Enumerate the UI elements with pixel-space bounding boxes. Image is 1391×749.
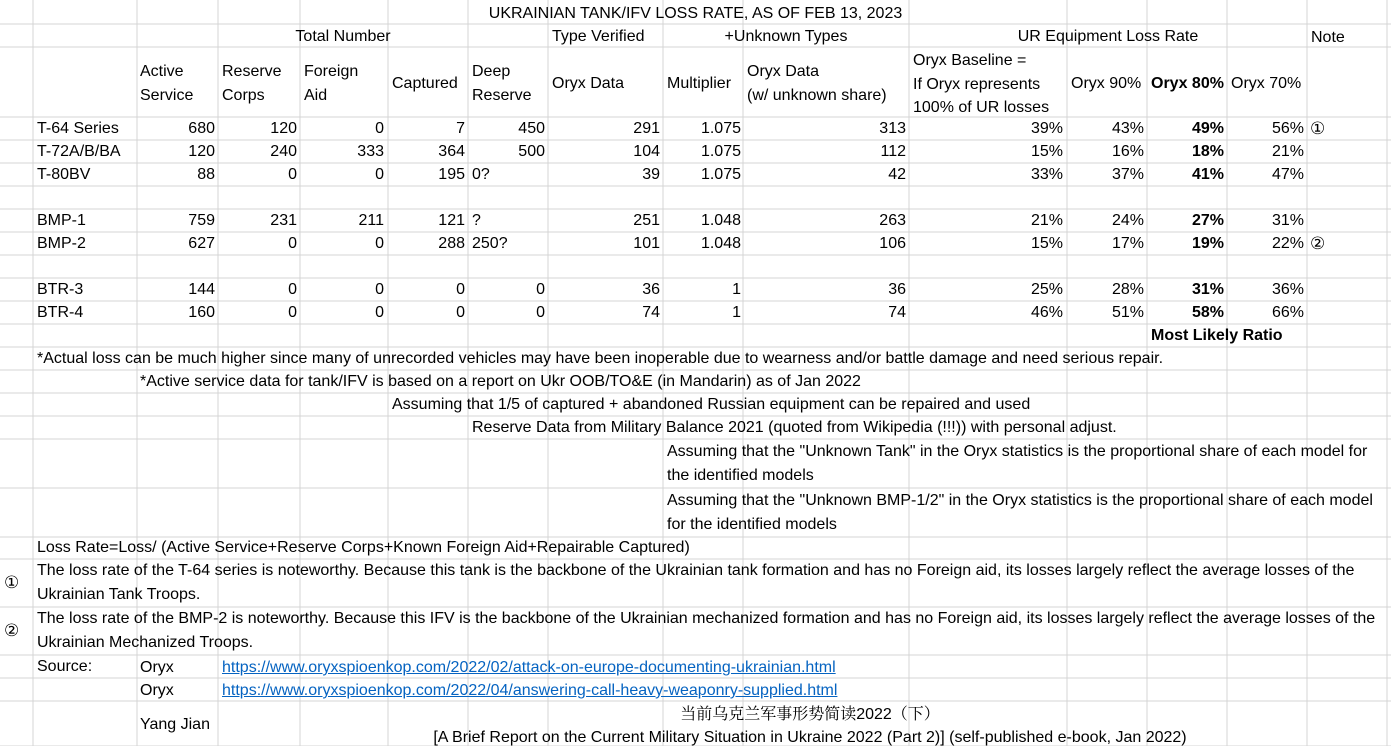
row-btr3-active: 144 <box>188 281 215 298</box>
row-t64-name: T-64 Series <box>37 120 119 137</box>
row-bmp1-oryx: 251 <box>633 212 660 229</box>
row-bmp1-oryx-unknown: 263 <box>879 212 906 229</box>
sheet-title: UKRAINIAN TANK/IFV LOSS RATE, AS OF FEB 13, 2023 <box>488 5 903 22</box>
row-btr3-captured: 0 <box>456 281 465 298</box>
row-btr4-foreign: 0 <box>375 304 384 321</box>
row-t80-mult: 1.075 <box>700 166 741 183</box>
row-t72-name: T-72A/B/BA <box>37 143 121 160</box>
row-t80-oryx80: 41% <box>1191 166 1224 183</box>
row-t72-deep: 500 <box>518 143 545 160</box>
row-btr4-mult: 1 <box>732 304 741 321</box>
row-t72-mult: 1.075 <box>700 143 741 160</box>
row-bmp2-note-marker: ② <box>1310 234 1326 253</box>
row-t72-oryx: 104 <box>633 143 660 160</box>
note-captured: Assuming that 1/5 of captured + abandoned Russian equipment can be repaired and used <box>392 396 1031 413</box>
row-btr3-name: BTR-3 <box>37 281 84 298</box>
row-btr4-captured: 0 <box>456 304 465 321</box>
row-t80-oryx90: 37% <box>1111 166 1144 183</box>
col-header-reserve-1: Reserve <box>222 63 282 80</box>
col-header-baseline-3: 100% of UR losses <box>913 99 1050 116</box>
note-actual-loss: *Actual loss can be much higher since many of unrecorded vehicles may have been inoperable due to wearness and/or battle damage and need serious repair. <box>37 350 1164 367</box>
note-active-service: *Active service data for tank/IFV is based on a report on Ukr OOB/TO&E (in Mandarin) as of Jan 2022 <box>140 373 861 390</box>
row-bmp2-baseline: 15% <box>1030 235 1063 252</box>
row-bmp1-mult: 1.048 <box>700 212 741 229</box>
row-bmp2-oryx-unknown: 106 <box>879 235 906 252</box>
source-book-chinese: 当前乌克兰军事形势简读2022（下） <box>680 706 940 723</box>
note2-marker: ② <box>4 621 20 640</box>
col-header-baseline-1: Oryx Baseline = <box>913 52 1027 69</box>
source-link-2[interactable]: https://www.oryxspioenkop.com/2022/04/answering-call-heavy-weaponry-supplied.html <box>222 682 838 699</box>
most-likely-ratio-label: Most Likely Ratio <box>1151 327 1283 344</box>
col-header-oryx-unknown-2: (w/ unknown share) <box>747 87 887 104</box>
row-t80-oryx: 39 <box>642 166 660 183</box>
row-t64-active: 680 <box>188 120 215 137</box>
row-t64-oryx80: 49% <box>1191 120 1224 137</box>
row-t64-oryx70: 56% <box>1271 120 1304 137</box>
row-t72-baseline: 15% <box>1030 143 1063 160</box>
col-header-oryx: Oryx Data <box>552 75 625 92</box>
row-btr3-oryx: 36 <box>642 281 660 298</box>
row-bmp2-active: 627 <box>188 235 215 252</box>
group-header-note: Note <box>1311 29 1345 46</box>
row-t80-oryx-unknown: 42 <box>888 166 906 183</box>
row-t72-oryx90: 16% <box>1111 143 1144 160</box>
note-reserve: Reserve Data from Military Balance 2021 (quoted from Wikipedia (!!!)) with personal adjust. <box>472 419 1117 436</box>
col-header-deep-1: Deep <box>472 63 511 80</box>
row-btr3-foreign: 0 <box>375 281 384 298</box>
row-bmp2-oryx90: 17% <box>1111 235 1144 252</box>
row-t64-captured: 7 <box>456 120 465 137</box>
row-btr3-oryx-unknown: 36 <box>888 281 906 298</box>
col-header-oryx90: Oryx 90% <box>1071 75 1142 92</box>
row-btr3-oryx80: 31% <box>1191 281 1224 298</box>
col-header-captured: Captured <box>392 75 458 92</box>
row-bmp1-oryx80: 27% <box>1191 212 1224 229</box>
row-btr4-reserve: 0 <box>288 304 297 321</box>
row-bmp2-oryx70: 22% <box>1271 235 1304 252</box>
row-btr4-oryx-unknown: 74 <box>888 304 906 321</box>
source-label: Source: <box>37 658 93 675</box>
row-t72-oryx70: 21% <box>1271 143 1304 160</box>
row-btr3-deep: 0 <box>536 281 545 298</box>
row-t72-oryx80: 18% <box>1191 143 1224 160</box>
row-bmp1-active: 759 <box>188 212 215 229</box>
row-t72-oryx-unknown: 112 <box>880 143 906 160</box>
row-btr4-oryx90: 51% <box>1111 304 1144 321</box>
col-header-reserve-2: Corps <box>222 87 265 104</box>
row-btr4-oryx80: 58% <box>1191 304 1224 321</box>
group-header-unknown-types: +Unknown Types <box>724 28 848 45</box>
row-btr3-mult: 1 <box>732 281 741 298</box>
source-book-english: [A Brief Report on the Current Military Situation in Ukraine 2022 (Part 2)] (self-published e-book, Jan 2022) <box>433 729 1187 746</box>
col-header-oryx70: Oryx 70% <box>1231 75 1302 92</box>
row-t64-oryx-unknown: 313 <box>879 120 906 137</box>
row-bmp2-mult: 1.048 <box>700 235 741 252</box>
row-t80-name: T-80BV <box>37 166 91 183</box>
row-t80-captured: 195 <box>438 166 465 183</box>
row-bmp2-captured: 288 <box>438 235 465 252</box>
row-bmp1-baseline: 21% <box>1030 212 1063 229</box>
row-bmp1-oryx90: 24% <box>1111 212 1144 229</box>
row-bmp1-deep: ? <box>472 212 481 229</box>
col-header-oryx80: Oryx 80% <box>1151 75 1224 92</box>
row-bmp1-foreign: 211 <box>358 212 384 229</box>
row-t72-active: 120 <box>188 143 215 160</box>
col-header-foreign-1: Foreign <box>304 63 359 80</box>
row-t80-reserve: 0 <box>288 166 297 183</box>
group-header-loss-rate: UR Equipment Loss Rate <box>1017 28 1199 45</box>
row-t64-note-marker: ① <box>1310 119 1326 138</box>
row-bmp2-foreign: 0 <box>375 235 384 252</box>
group-header-type-verified: Type Verified <box>552 28 645 45</box>
row-btr4-deep: 0 <box>536 304 545 321</box>
row-btr4-active: 160 <box>188 304 215 321</box>
source-author: Yang Jian <box>140 716 210 733</box>
row-t80-oryx70: 47% <box>1271 166 1304 183</box>
note1-text: The loss rate of the T-64 series is noteworthy. Because this tank is the backbone of the Ukrainian tank formation and has no Foreign aid, its losses largely reflect the average losses of the Ukrainian Tank Troops. <box>37 562 1355 603</box>
row-t64-oryx: 291 <box>633 120 660 137</box>
note1-marker: ① <box>4 573 20 592</box>
row-t72-reserve: 240 <box>270 143 297 160</box>
row-bmp2-oryx: 101 <box>633 235 660 252</box>
row-t64-mult: 1.075 <box>700 120 741 137</box>
row-t72-foreign: 333 <box>357 143 384 160</box>
row-t80-active: 88 <box>197 166 215 183</box>
row-btr4-oryx70: 66% <box>1271 304 1304 321</box>
row-bmp2-deep: 250? <box>472 235 508 252</box>
note2-text: The loss rate of the BMP-2 is noteworthy. Because this IFV is the backbone of the Ukrainian mechanized formation and has no Foreign aid, its losses largely reflect the average losses of the Ukrainian Mechanized Troops. <box>37 610 1376 651</box>
row-btr3-baseline: 25% <box>1030 281 1063 298</box>
row-t80-deep: 0? <box>472 166 490 183</box>
row-t72-captured: 364 <box>438 143 465 160</box>
row-btr4-oryx: 74 <box>642 304 660 321</box>
source-oryx-1: Oryx <box>140 659 174 676</box>
group-header-total-number: Total Number <box>295 28 391 45</box>
row-t80-foreign: 0 <box>375 166 384 183</box>
note-loss-formula: Loss Rate=Loss/ (Active Service+Reserve Corps+Known Foreign Aid+Repairable Captured) <box>37 539 690 556</box>
row-t64-deep: 450 <box>518 120 545 137</box>
row-btr3-reserve: 0 <box>288 281 297 298</box>
row-btr3-oryx70: 36% <box>1271 281 1304 298</box>
note-unknown-tank: Assuming that the "Unknown Tank" in the Oryx statistics is the proportional share of each model for the identified models <box>667 443 1368 484</box>
col-header-active-1: Active <box>140 63 184 80</box>
row-btr4-name: BTR-4 <box>37 304 84 321</box>
col-header-active-2: Service <box>140 87 194 104</box>
source-oryx-2: Oryx <box>140 682 174 699</box>
row-btr3-oryx90: 28% <box>1111 281 1144 298</box>
source-link-1[interactable]: https://www.oryxspioenkop.com/2022/02/attack-on-europe-documenting-ukrainian.html <box>222 659 836 676</box>
col-header-multiplier: Multiplier <box>667 75 732 92</box>
note-unknown-bmp: Assuming that the "Unknown BMP-1/2" in the Oryx statistics is the proportional share of each model for the identified models <box>667 492 1373 533</box>
row-t64-foreign: 0 <box>375 120 384 137</box>
row-t64-baseline: 39% <box>1030 120 1063 137</box>
row-bmp2-name: BMP-2 <box>37 235 86 252</box>
row-t64-oryx90: 43% <box>1111 120 1144 137</box>
col-header-foreign-2: Aid <box>304 87 328 104</box>
row-bmp1-reserve: 231 <box>270 212 297 229</box>
row-bmp1-captured: 121 <box>438 212 465 229</box>
row-btr4-baseline: 46% <box>1030 304 1063 321</box>
row-bmp1-name: BMP-1 <box>37 212 86 229</box>
col-header-deep-2: Reserve <box>472 87 532 104</box>
row-t64-reserve: 120 <box>270 120 297 137</box>
row-bmp1-oryx70: 31% <box>1271 212 1304 229</box>
row-bmp2-oryx80: 19% <box>1191 235 1224 252</box>
col-header-baseline-2: If Oryx represents <box>913 76 1041 93</box>
row-bmp2-reserve: 0 <box>288 235 297 252</box>
col-header-oryx-unknown-1: Oryx Data <box>747 63 820 80</box>
row-t80-baseline: 33% <box>1030 166 1063 183</box>
